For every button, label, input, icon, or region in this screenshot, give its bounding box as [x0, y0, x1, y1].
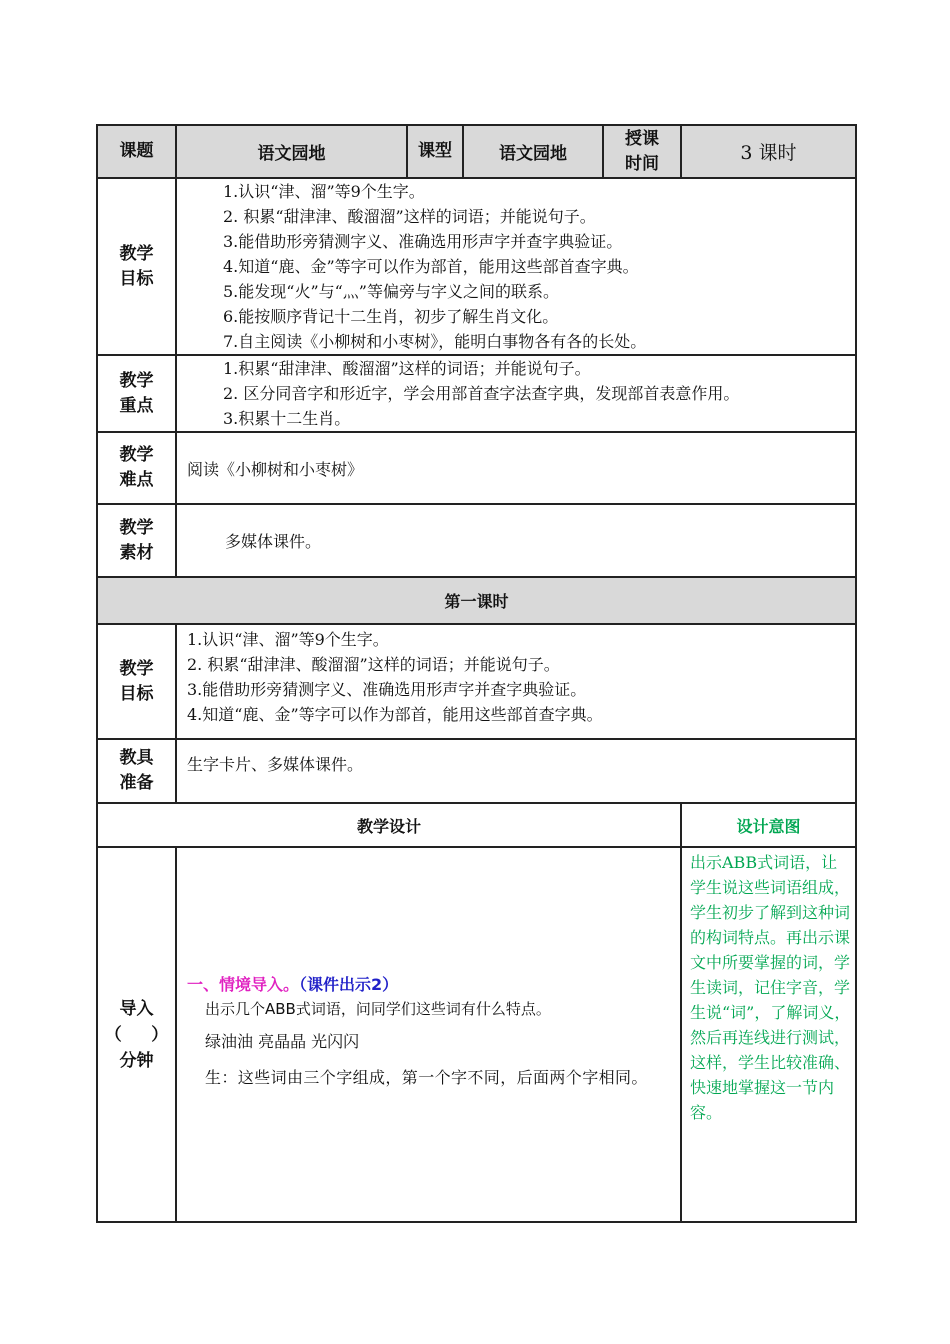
section-title-main: 一、情境导入。 [187, 974, 300, 994]
tools-text: 生字卡片、多媒体课件。 [176, 739, 856, 803]
tools-label-line2: 准备 [119, 773, 154, 793]
objective-item: 1.认识“津、溜”等9个生字。 [223, 182, 425, 201]
key-point-item: 1.积累“甜津津、酸溜溜”这样的词语；并能说句子。 [223, 359, 591, 378]
lesson1-objectives-label [97, 624, 176, 739]
time-label [603, 125, 681, 178]
type-label: 课型 [407, 125, 463, 178]
objectives-label-line2: 目标 [119, 268, 154, 289]
objective-item: 5.能发现“火”与“灬”等偏旁与字义之间的联系。 [223, 282, 559, 301]
time-label-line2: 时间 [625, 153, 659, 174]
materials-label-line1: 教学 [119, 517, 154, 538]
topic-label: 课题 [97, 125, 176, 178]
objectives-list [176, 178, 856, 355]
lesson1-title: 第一课时 [97, 577, 856, 624]
lesson1-objective-item: 3.能借助形旁猜测字义、准确选用形声字并查字典验证。 [187, 680, 587, 699]
intro-label-line2: （ ） [104, 1024, 169, 1045]
lesson1-objective-item: 1.认识“津、溜”等9个生字。 [187, 630, 389, 649]
objective-item: 7.自主阅读《小柳树和小枣树》，能明白事物各有各的长处。 [223, 332, 647, 351]
intent-text: 出示ABB式词语，让学生说这些词语组成，学生初步了解到这种词的构词特点。再出示课文中所要掌握的词，学生读词，记住字音，学生说“词”，了解词义，然后再连线进行测试，这样，学生比较准确、快速地掌握这一节内容。 [681, 847, 856, 1222]
difficulties-text: 阅读《小柳树和小枣树》 [176, 432, 856, 504]
lesson1-objective-item: 4.知道“鹿、金”等字可以作为部首，能用这些部首查字典。 [187, 705, 603, 724]
difficulties-label-line1: 教学 [119, 445, 154, 465]
materials-label [97, 504, 176, 577]
objective-item: 2. 积累“甜津津、酸溜溜”这样的词语；并能说句子。 [223, 207, 596, 226]
key-points-label [97, 355, 176, 432]
intro-label [97, 847, 176, 1222]
difficulties-label [97, 432, 176, 504]
type-value: 语文园地 [463, 125, 603, 178]
objectives-label-line1: 教学 [119, 243, 154, 264]
time-label-line1: 授课 [625, 128, 659, 149]
lesson1-objectives-list [176, 624, 856, 739]
difficulties-label-line2: 难点 [119, 470, 154, 490]
tools-label [97, 739, 176, 803]
materials-text: 多媒体课件。 [176, 504, 856, 577]
topic-value: 语文园地 [176, 125, 407, 178]
intro-label-line1: 导入 [119, 998, 154, 1019]
section-title-note: （课件出示2） [299, 974, 399, 994]
lesson1-objectives-label-line2: 目标 [119, 683, 154, 704]
intro-label-line3: 分钟 [119, 1050, 154, 1071]
materials-label-line2: 素材 [119, 542, 154, 563]
lesson1-objectives-label-line1: 教学 [119, 658, 154, 679]
key-points-label-line2: 重点 [119, 395, 154, 416]
time-value: 3 课时 [681, 125, 856, 178]
design-paragraph: 生：这些词由三个字组成，第一个字不同，后面两个字相同。 [205, 1067, 648, 1087]
design-paragraph: 绿油油 亮晶晶 光闪闪 [205, 1031, 360, 1051]
design-header: 教学设计 [97, 803, 681, 847]
key-points-label-line1: 教学 [119, 370, 154, 391]
intent-header: 设计意图 [681, 803, 856, 847]
tools-label-line1: 教具 [119, 748, 154, 768]
design-paragraph: 出示几个ABB式词语，问同学们这些词有什么特点。 [205, 999, 551, 1018]
key-point-item: 3.积累十二生肖。 [223, 409, 351, 428]
key-points-list [176, 355, 856, 432]
section-title [187, 972, 678, 997]
lesson-plan-table [96, 124, 857, 1223]
objectives-label [97, 178, 176, 355]
objective-item: 6.能按顺序背记十二生肖，初步了解生肖文化。 [223, 307, 559, 326]
design-content [176, 847, 681, 1222]
key-point-item: 2. 区分同音字和形近字，学会用部首查字法查字典，发现部首表意作用。 [223, 384, 740, 403]
lesson1-objective-item: 2. 积累“甜津津、酸溜溜”这样的词语；并能说句子。 [187, 655, 560, 674]
objective-item: 4.知道“鹿、金”等字可以作为部首，能用这些部首查字典。 [223, 257, 639, 276]
objective-item: 3.能借助形旁猜测字义、准确选用形声字并查字典验证。 [223, 232, 623, 251]
